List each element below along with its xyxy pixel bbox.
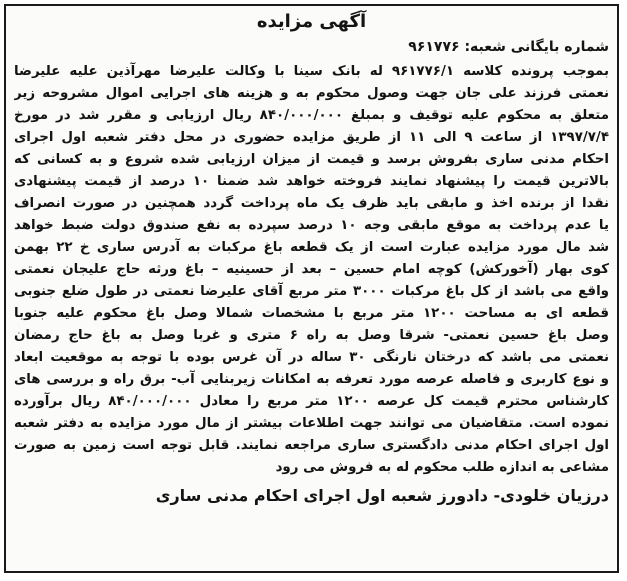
body-line: ۱۳۹۷/۷/۴ از ساعت ۹ الی ۱۱ از طریق مزایده حضوری در محل دفتر شعبه اول اجرای	[14, 130, 609, 145]
body-line: مشاعی به اندازه طلب محکوم له به فروش می رود	[275, 460, 609, 475]
body-line: کارشناس محترم قیمت کل عرصه ۱۲۰۰ متر مربع را معادل ۸۴۰/۰۰۰/۰۰۰ ریال برآورده	[14, 394, 609, 409]
body-line: و نوع کاربری و فاصله عرصه مورد تعرفه به امکانات زیربنایی آب- برق راه و بررسی های	[14, 372, 609, 387]
body-line: واقع می باشد از کل باغ مرکبات ۳۰۰۰ متر مربع آقای علیرضا نعمتی در طول ضلع جنوبی	[14, 284, 609, 299]
body-line: نعمتی می باشد که درختان نارنگی ۳۰ ساله در آن غرس بوده با توجه به موقعیت ابعاد	[14, 350, 609, 365]
archive-number: شماره بایگانی شعبه: ۹۶۱۷۷۶	[408, 39, 609, 55]
body-line: بموجب پرونده کلاسه ۹۶۱۷۷۶/۱ له بانک سینا با وکالت علیرضا مهرآذین علیه علیرضا	[14, 64, 609, 79]
signature: درزیان خلودی- دادورز شعبه اول اجرای احکام مدنی ساری	[155, 486, 609, 505]
body-line: شد مال مورد مزایده عبارت است از یک قطعه باغ مرکبات به آدرس ساری خ ۲۲ بهمن	[14, 240, 609, 255]
body-line: متعلق به محکوم علیه توقیف و بمبلغ ۸۴۰/۰۰۰/۰۰۰ ریال ارزیابی و مقرر شد در مورخ	[14, 108, 609, 123]
body-line: بالاترین قیمت را پیشنهاد نمایند فروخته خواهد شد ضمنا ۱۰ درصد از قیمت پیشنهادی	[14, 174, 609, 189]
notice-body	[14, 61, 609, 479]
body-line: اول اجرای احکام مدنی دادگستری ساری مراجعه نمایند. قابل توجه است زمین به صورت	[14, 438, 609, 453]
body-line: نقدا از برنده اخذ و مابقی باید ظرف یک ماه پرداخت گردد همچنین در صورت انصراف	[14, 196, 609, 211]
notice-title: آگهی مزایده	[256, 11, 367, 32]
body-line: قطعه ای به مساحت ۱۲۰۰ متر مربع با مشخصات شمالا وصل باغ محکوم علیه جنوبا	[14, 306, 609, 321]
body-line: نعمتی فرزند علی جان جهت وصول محکوم به و هزینه های اجرایی اموال مشروحه زیر	[14, 86, 609, 101]
notice-frame	[4, 4, 619, 573]
body-line: کوی بهار (آخورکش) کوچه امام حسین – بعد از حسینیه – باغ ورثه حاج علیجان نعمتی	[14, 262, 609, 277]
body-line: احکام مدنی ساری بفروش برسد و قیمت از میزان ارزیابی شده شروع و به کسانی که	[14, 152, 609, 167]
body-line: وصل باغ حسین نعمتی- شرقا وصل به راه ۶ متری و غربا وصل به باغ حاج رمضان	[14, 328, 609, 343]
auction-notice	[6, 6, 617, 509]
body-line: یا عدم پرداخت به موقع مابقی وجه ۱۰ درصد سپرده به نفع صندوق دولت ضبط خواهد	[14, 218, 609, 233]
body-line: نموده است. متقاضیان می توانند جهت اطلاعات بیشتر از مال مورد مزایده به دفتر شعبه	[14, 416, 609, 431]
